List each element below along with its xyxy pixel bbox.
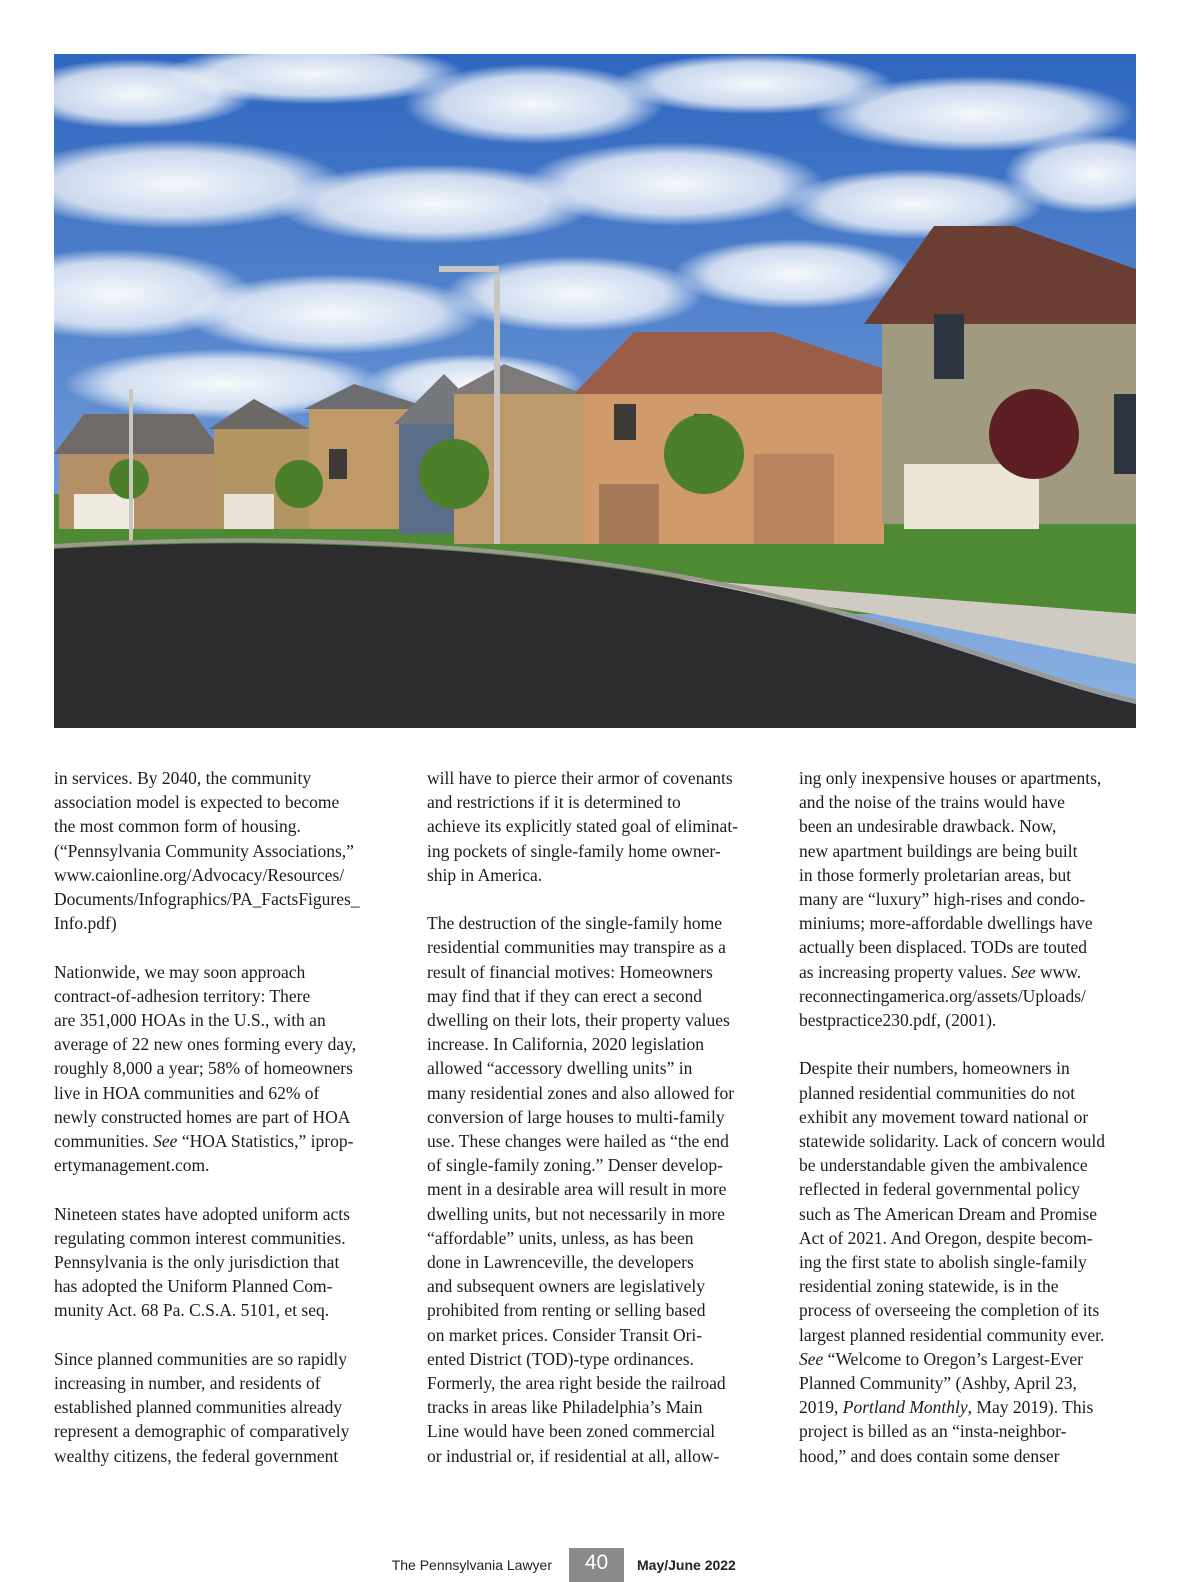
text-line: Since planned communities are so rapidly (54, 1348, 348, 1369)
text-line: wealthy citizens, the federal government (54, 1445, 339, 1466)
text-line: residential communities may transpire as a (427, 937, 726, 958)
text-line: many residential zones and also allowed for (427, 1082, 735, 1103)
text-line: are 351,000 HOAs in the U.S., with an (54, 1010, 326, 1031)
text-line: tracks in areas like Philadelphia’s Main (427, 1397, 703, 1418)
issue-date: May/June 2022 (637, 1557, 736, 1573)
text-line: may find that if they can erect a second (427, 985, 703, 1006)
text-line: dwelling units, but not necessarily in more (427, 1203, 725, 1224)
text-line: roughly 8,000 a year; 58% of homeowners (54, 1058, 353, 1079)
text-column-2 (427, 766, 767, 1468)
text-line: See “Welcome to Oregon’s Largest-Ever (799, 1348, 1083, 1369)
text-line: as increasing property values. See www. (799, 961, 1082, 982)
text-line: prohibited from renting or selling based (427, 1300, 706, 1321)
text-line: ertymanagement.com. (54, 1155, 210, 1176)
text-line: Documents/Infographics/PA_FactsFigures_ (54, 889, 360, 910)
text-line: ship in America. (427, 864, 543, 885)
text-line: The destruction of the single-family home (427, 913, 722, 934)
text-line: has adopted the Uniform Planned Com- (54, 1276, 333, 1297)
text-line: established planned communities already (54, 1397, 343, 1418)
text-line: increase. In California, 2020 legislation (427, 1034, 705, 1055)
text-line: Nationwide, we may soon approach (54, 961, 306, 982)
text-line: and subsequent owners are legislatively (427, 1276, 705, 1297)
text-line: increasing in number, and residents of (54, 1373, 321, 1394)
text-line: largest planned residential community ever. (799, 1324, 1105, 1345)
text-line: Pennsylvania is the only jurisdiction that (54, 1252, 340, 1273)
text-line: achieve its explicitly stated goal of eliminat- (427, 816, 739, 837)
text-line: “affordable” units, unless, as has been (427, 1227, 694, 1248)
text-line: use. These changes were hailed as “the end (427, 1131, 729, 1152)
page-footer (0, 1548, 1200, 1582)
text-line: the most common form of housing. (54, 816, 301, 837)
text-line: Planned Community” (Ashby, April 23, (799, 1373, 1077, 1394)
text-line: allowed “accessory dwelling units” in (427, 1058, 693, 1079)
publication-name: The Pennsylvania Lawyer (391, 1557, 552, 1573)
text-line: miniums; more-affordable dwellings have (799, 913, 1093, 934)
text-line: munity Act. 68 Pa. C.S.A. 5101, et seq. (54, 1300, 330, 1321)
text-line: Formerly, the area right beside the railroad (427, 1373, 726, 1394)
text-column-3 (799, 766, 1139, 1468)
text-line: ented District (TOD)-type ordinances. (427, 1348, 694, 1369)
text-line: planned residential communities do not (799, 1082, 1076, 1103)
text-line: dwelling on their lots, their property values (427, 1010, 730, 1031)
text-line: Nineteen states have adopted uniform acts (54, 1203, 350, 1224)
text-line: reconnectingamerica.org/assets/Uploads/ (799, 985, 1086, 1006)
text-line: hood,” and does contain some denser (799, 1445, 1060, 1466)
text-line: exhibit any movement toward national or (799, 1106, 1089, 1127)
hero-photo (54, 54, 1136, 728)
text-line: average of 22 new ones forming every day, (54, 1034, 357, 1055)
text-line: ing the first state to abolish single-family (799, 1252, 1087, 1273)
text-line: done in Lawrenceville, the developers (427, 1252, 694, 1273)
text-line: of single-family zoning.” Denser develop- (427, 1155, 723, 1176)
text-line: 2019, Portland Monthly, May 2019). This (799, 1397, 1094, 1418)
text-line: will have to pierce their armor of covenants (427, 768, 733, 788)
text-line: reflected in federal governmental policy (799, 1179, 1080, 1200)
text-line: represent a demographic of comparatively (54, 1421, 350, 1442)
text-line: Act of 2021. And Oregon, despite becom- (799, 1227, 1093, 1248)
page-number: 40 (569, 1548, 624, 1582)
text-line: process of overseeing the completion of its (799, 1300, 1100, 1321)
suburban-street-illustration (54, 54, 1136, 728)
text-line: Despite their numbers, homeowners in (799, 1058, 1070, 1079)
text-line: Line would have been zoned commercial (427, 1421, 716, 1442)
text-line: project is billed as an “insta-neighbor- (799, 1421, 1067, 1442)
text-line: new apartment buildings are being built (799, 840, 1078, 861)
text-line: Info.pdf) (54, 913, 117, 934)
text-line: be understandable given the ambivalence (799, 1155, 1088, 1176)
text-line: been an undesirable drawback. Now, (799, 816, 1057, 837)
text-column-1 (54, 766, 394, 1468)
text-line: live in HOA communities and 62% of (54, 1082, 320, 1103)
text-line: and the noise of the trains would have (799, 792, 1065, 813)
text-line: (“Pennsylvania Community Associations,” (54, 840, 354, 861)
text-line: residential zoning statewide, is in the (799, 1276, 1059, 1297)
text-line: in those formerly proletarian areas, but (799, 864, 1072, 885)
text-line: regulating common interest communities. (54, 1227, 346, 1248)
text-line: in services. By 2040, the community (54, 768, 312, 788)
text-line: such as The American Dream and Promise (799, 1203, 1098, 1224)
text-line: statewide solidarity. Lack of concern would (799, 1131, 1105, 1152)
text-line: many are “luxury” high-rises and condo- (799, 889, 1086, 910)
text-line: www.caionline.org/Advocacy/Resources/ (54, 864, 345, 885)
text-line: or industrial or, if residential at all, allow- (427, 1445, 720, 1466)
text-line: ing only inexpensive houses or apartments, (799, 768, 1102, 788)
text-line: actually been displaced. TODs are touted (799, 937, 1088, 958)
text-line: contract-of-adhesion territory: There (54, 985, 311, 1006)
text-line: result of financial motives: Homeowners (427, 961, 713, 982)
text-line: bestpractice230.pdf, (2001). (799, 1010, 997, 1031)
text-line: on market prices. Consider Transit Ori- (427, 1324, 703, 1345)
text-line: and restrictions if it is determined to (427, 792, 681, 813)
text-line: conversion of large houses to multi-family (427, 1106, 725, 1127)
text-line: communities. See “HOA Statistics,” iprop- (54, 1131, 354, 1152)
text-line: association model is expected to become (54, 792, 340, 813)
text-line: ment in a desirable area will result in more (427, 1179, 727, 1200)
text-line: newly constructed homes are part of HOA (54, 1106, 351, 1127)
text-line: ing pockets of single-family home owner- (427, 840, 721, 861)
